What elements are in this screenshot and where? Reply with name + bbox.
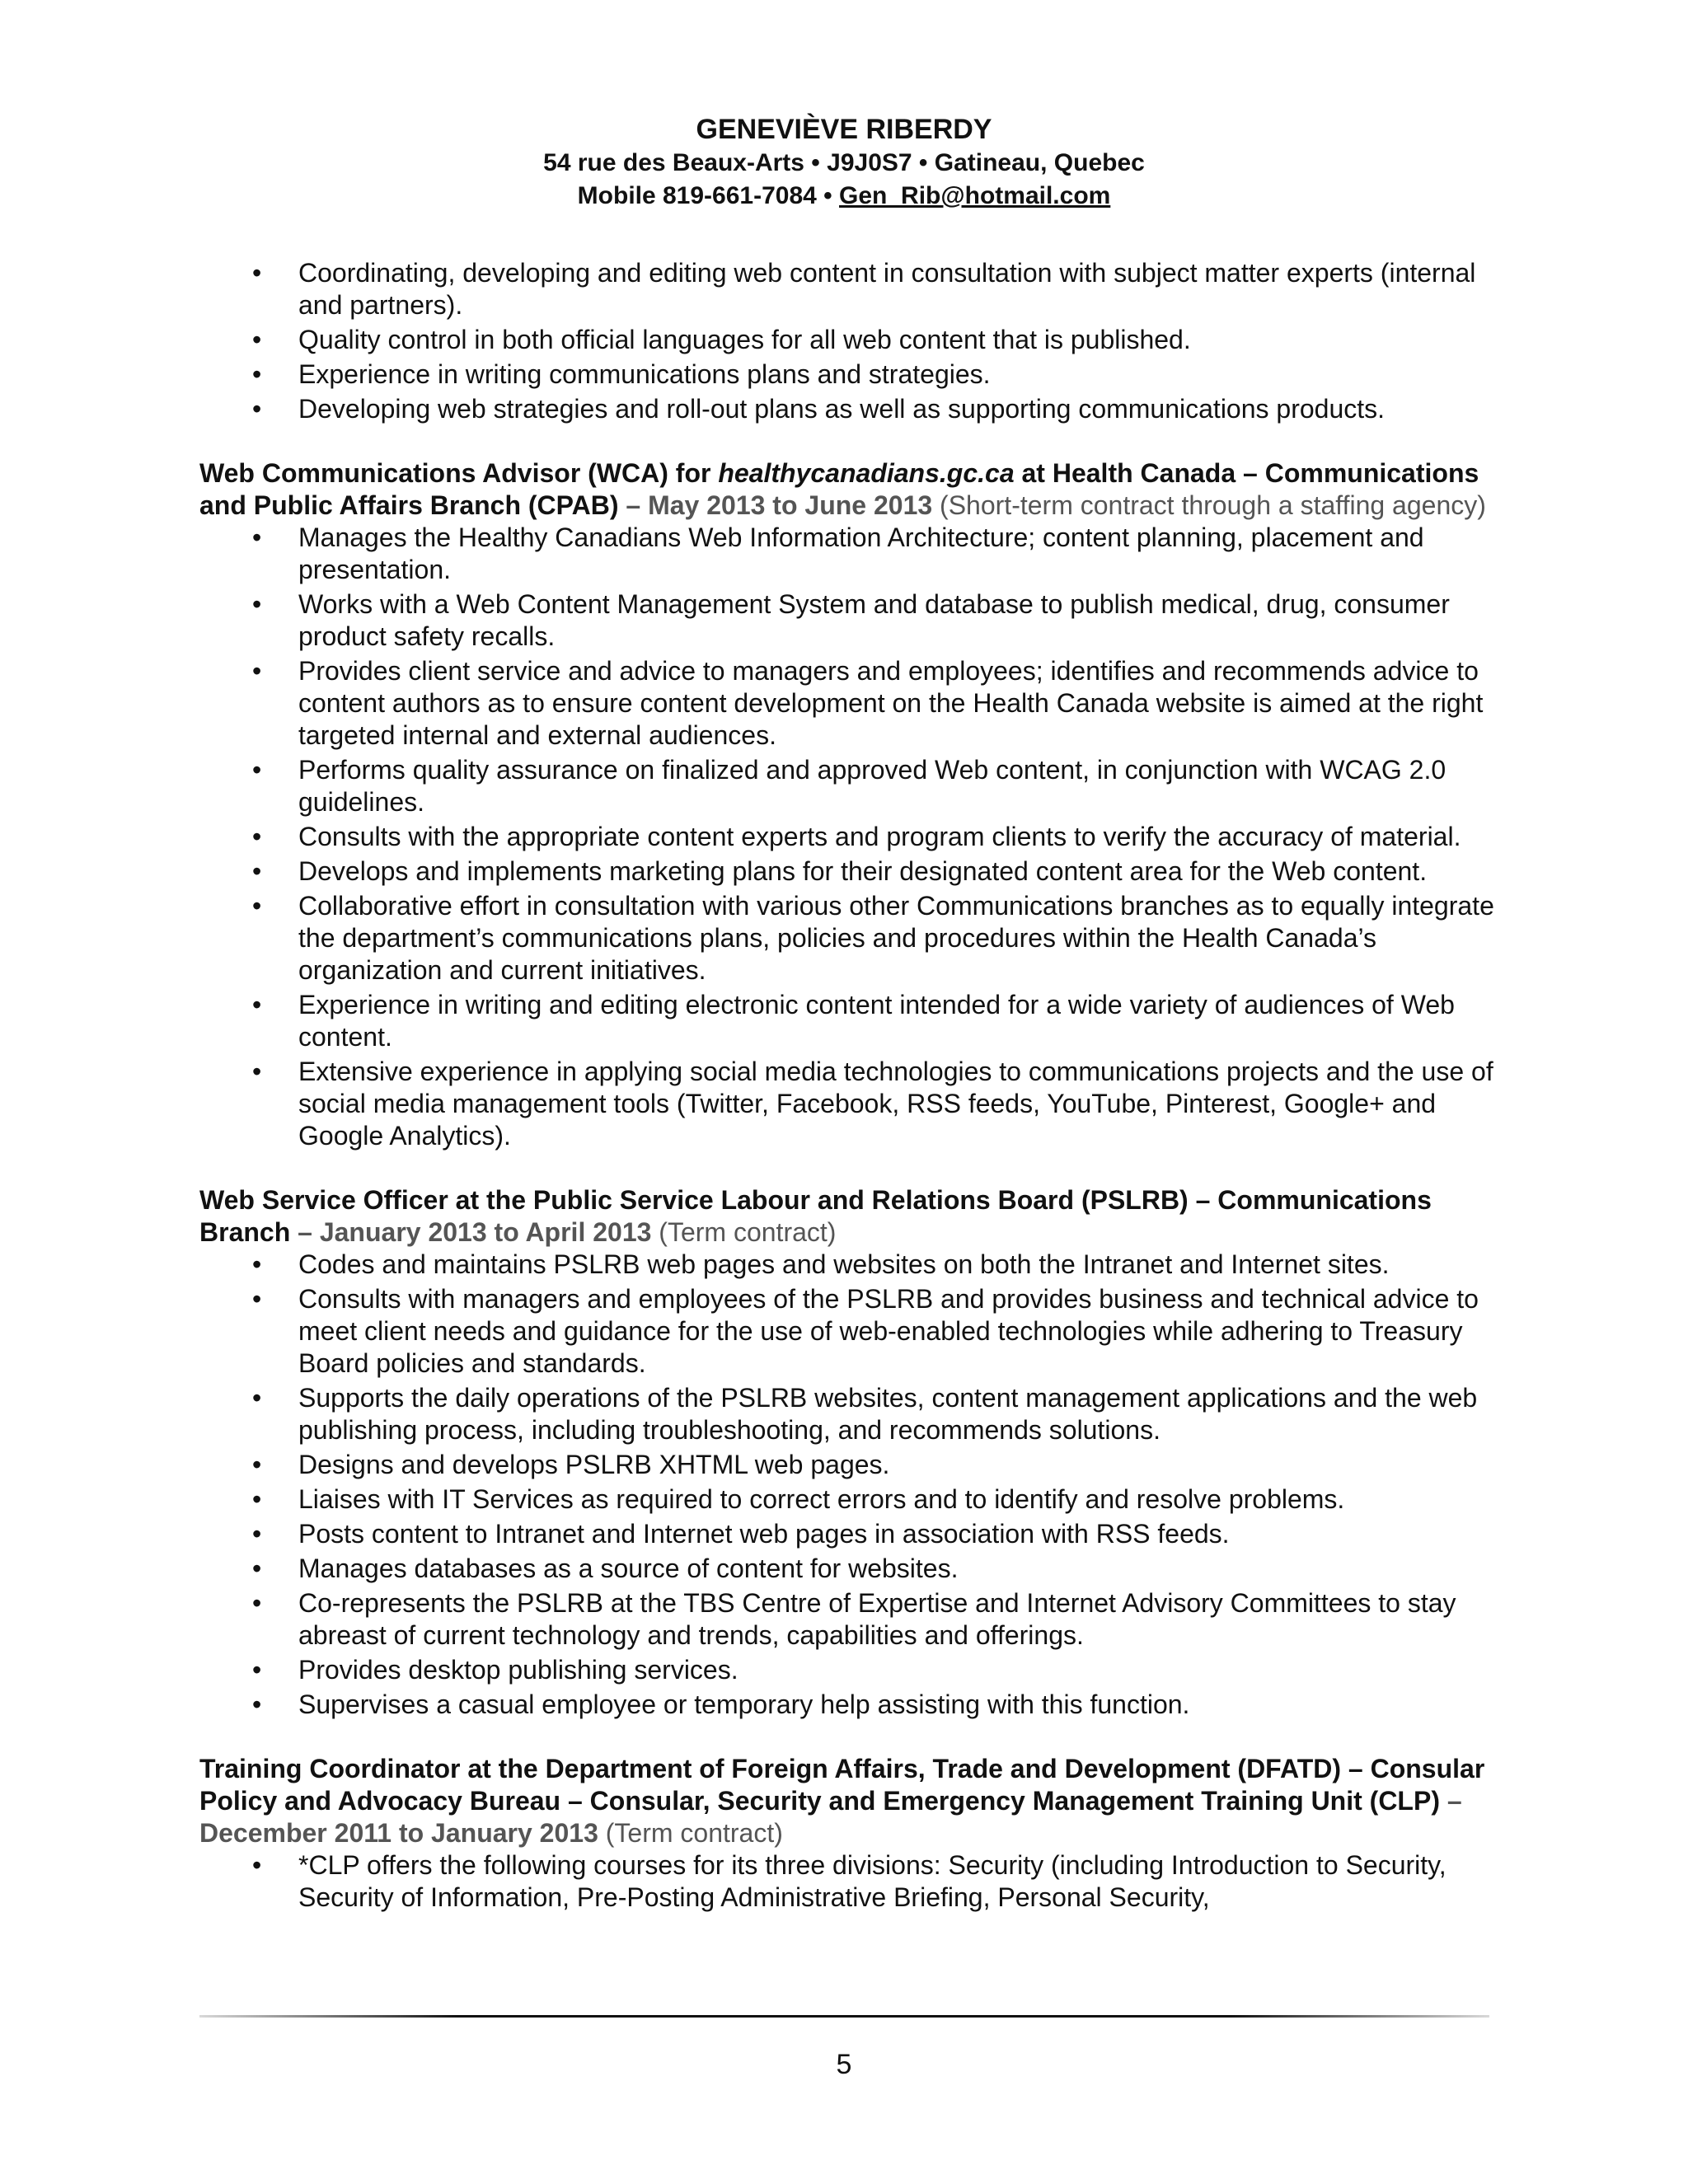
bullet-item: • Manages the Healthy Canadians Web Information Architecture; content planning, placement and presentation. [199, 522, 1502, 586]
resume-body [199, 257, 1502, 1916]
bullet-item: • Codes and maintains PSLRB web pages and websites on both the Intranet and Internet sites. [199, 1249, 1502, 1281]
job-bullet-list [199, 522, 1502, 1152]
contact-line [0, 180, 1688, 213]
bullet-item: • Co-represents the PSLRB at the TBS Centre of Expertise and Internet Advisory Committees to stay abreast of current technology and trends, capabilities and offerings. [199, 1587, 1502, 1652]
job-title: Training Coordinator at the Department of Foreign Affairs, Trade and Development (DFATD) – Consular Policy and Advocacy Bureau – Consular, Security and Emergency Management Training Unit (CLP) [199, 1754, 1485, 1816]
job-title-text: Web Communications Advisor (WCA) for [199, 458, 719, 488]
bullet-item: • Works with a Web Content Management System and database to publish medical, drug, consumer product safety recalls. [199, 588, 1502, 653]
bullet-item: • Coordinating, developing and editing web content in consultation with subject matter experts (internal and partners). [199, 257, 1502, 321]
bullet-item: • Developing web strategies and roll-out plans as well as supporting communications products. [199, 393, 1502, 425]
address-line: 54 rue des Beaux-Arts • J9J0S7 • Gatineau, Quebec [543, 149, 1145, 176]
intro-bullet-list [199, 257, 1502, 425]
job-dates: – May 2013 to June 2013 [618, 490, 933, 520]
footer-divider [199, 2015, 1489, 2018]
bullet-item: • Consults with managers and employees of the PSLRB and provides business and technical advice to meet client needs and guidance for the use of web-enabled technologies while adhering to Treasury Board policies and standards. [199, 1283, 1502, 1380]
job-bullet-list [199, 1849, 1502, 1914]
job-contract-type: (Term contract) [651, 1217, 837, 1247]
job-dates: – January 2013 to April 2013 [290, 1217, 652, 1247]
job-entry-pslrb [199, 1184, 1502, 1721]
resume-header [0, 112, 1688, 213]
job-title-org: at Health Canada – Communications and Public Affairs Branch (CPAB) [199, 458, 1479, 520]
bullet-item: • *CLP offers the following courses for its three divisions: Security (including Introduction to Security, Security of Information, Pre-Posting Administrative Briefing, Personal Security, [199, 1849, 1502, 1914]
job-heading [199, 1753, 1502, 1849]
email-link[interactable]: Gen_Rib@hotmail.com [839, 182, 1111, 209]
page-number: 5 [836, 2049, 852, 2080]
job-contract-type: (Short-term contract through a staffing agency) [932, 490, 1486, 520]
job-heading [199, 1184, 1502, 1249]
bullet-item: • Designs and develops PSLRB XHTML web pages. [199, 1449, 1502, 1481]
bullet-item: • Experience in writing communications plans and strategies. [199, 359, 1502, 391]
job-contract-type: (Term contract) [598, 1818, 783, 1848]
phone-text: Mobile 819-661-7084 • [577, 182, 840, 209]
job-entry-wca [199, 457, 1502, 1152]
bullet-item: • Posts content to Intranet and Internet web pages in association with RSS feeds. [199, 1518, 1502, 1550]
job-entry-dfatd [199, 1753, 1502, 1914]
job-title-website: healthycanadians.gc.ca [718, 458, 1015, 488]
bullet-item: • Performs quality assurance on finalized and approved Web content, in conjunction with WCAG 2.0 guidelines. [199, 754, 1502, 818]
job-heading [199, 457, 1502, 522]
bullet-item: • Manages databases as a source of content for websites. [199, 1553, 1502, 1585]
bullet-item: • Experience in writing and editing electronic content intended for a wide variety of audiences of Web content. [199, 989, 1502, 1053]
bullet-item: • Liaises with IT Services as required to correct errors and to identify and resolve problems. [199, 1483, 1502, 1516]
job-bullet-list [199, 1249, 1502, 1721]
bullet-item: • Supervises a casual employee or temporary help assisting with this function. [199, 1689, 1502, 1721]
candidate-name: GENEVIÈVE RIBERDY [696, 114, 992, 145]
bullet-item: • Quality control in both official languages for all web content that is published. [199, 324, 1502, 356]
bullet-item: • Consults with the appropriate content experts and program clients to verify the accuracy of material. [199, 821, 1502, 853]
bullet-item: • Provides client service and advice to managers and employees; identifies and recommends advice to content authors as to ensure content development on the Health Canada website is aimed at the right targeted internal and external audiences. [199, 655, 1502, 752]
bullet-item: • Develops and implements marketing plans for their designated content area for the Web content. [199, 855, 1502, 888]
job-title: Web Service Officer at the Public Service Labour and Relations Board (PSLRB) – Communications Branch [199, 1185, 1432, 1247]
job-dates: – December 2011 to January 2013 [199, 1786, 1462, 1848]
bullet-item: • Supports the daily operations of the PSLRB websites, content management applications and the web publishing process, including troubleshooting, and recommends solutions. [199, 1382, 1502, 1446]
bullet-item: • Collaborative effort in consultation with various other Communications branches as to equally integrate the department’s communications plans, policies and procedures within the Health Canada’s organization and current initiatives. [199, 890, 1502, 987]
bullet-item: • Extensive experience in applying social media technologies to communications projects and the use of social media management tools (Twitter, Facebook, RSS feeds, YouTube, Pinterest, Google+ and Google Analytics). [199, 1056, 1502, 1152]
bullet-item: • Provides desktop publishing services. [199, 1654, 1502, 1686]
